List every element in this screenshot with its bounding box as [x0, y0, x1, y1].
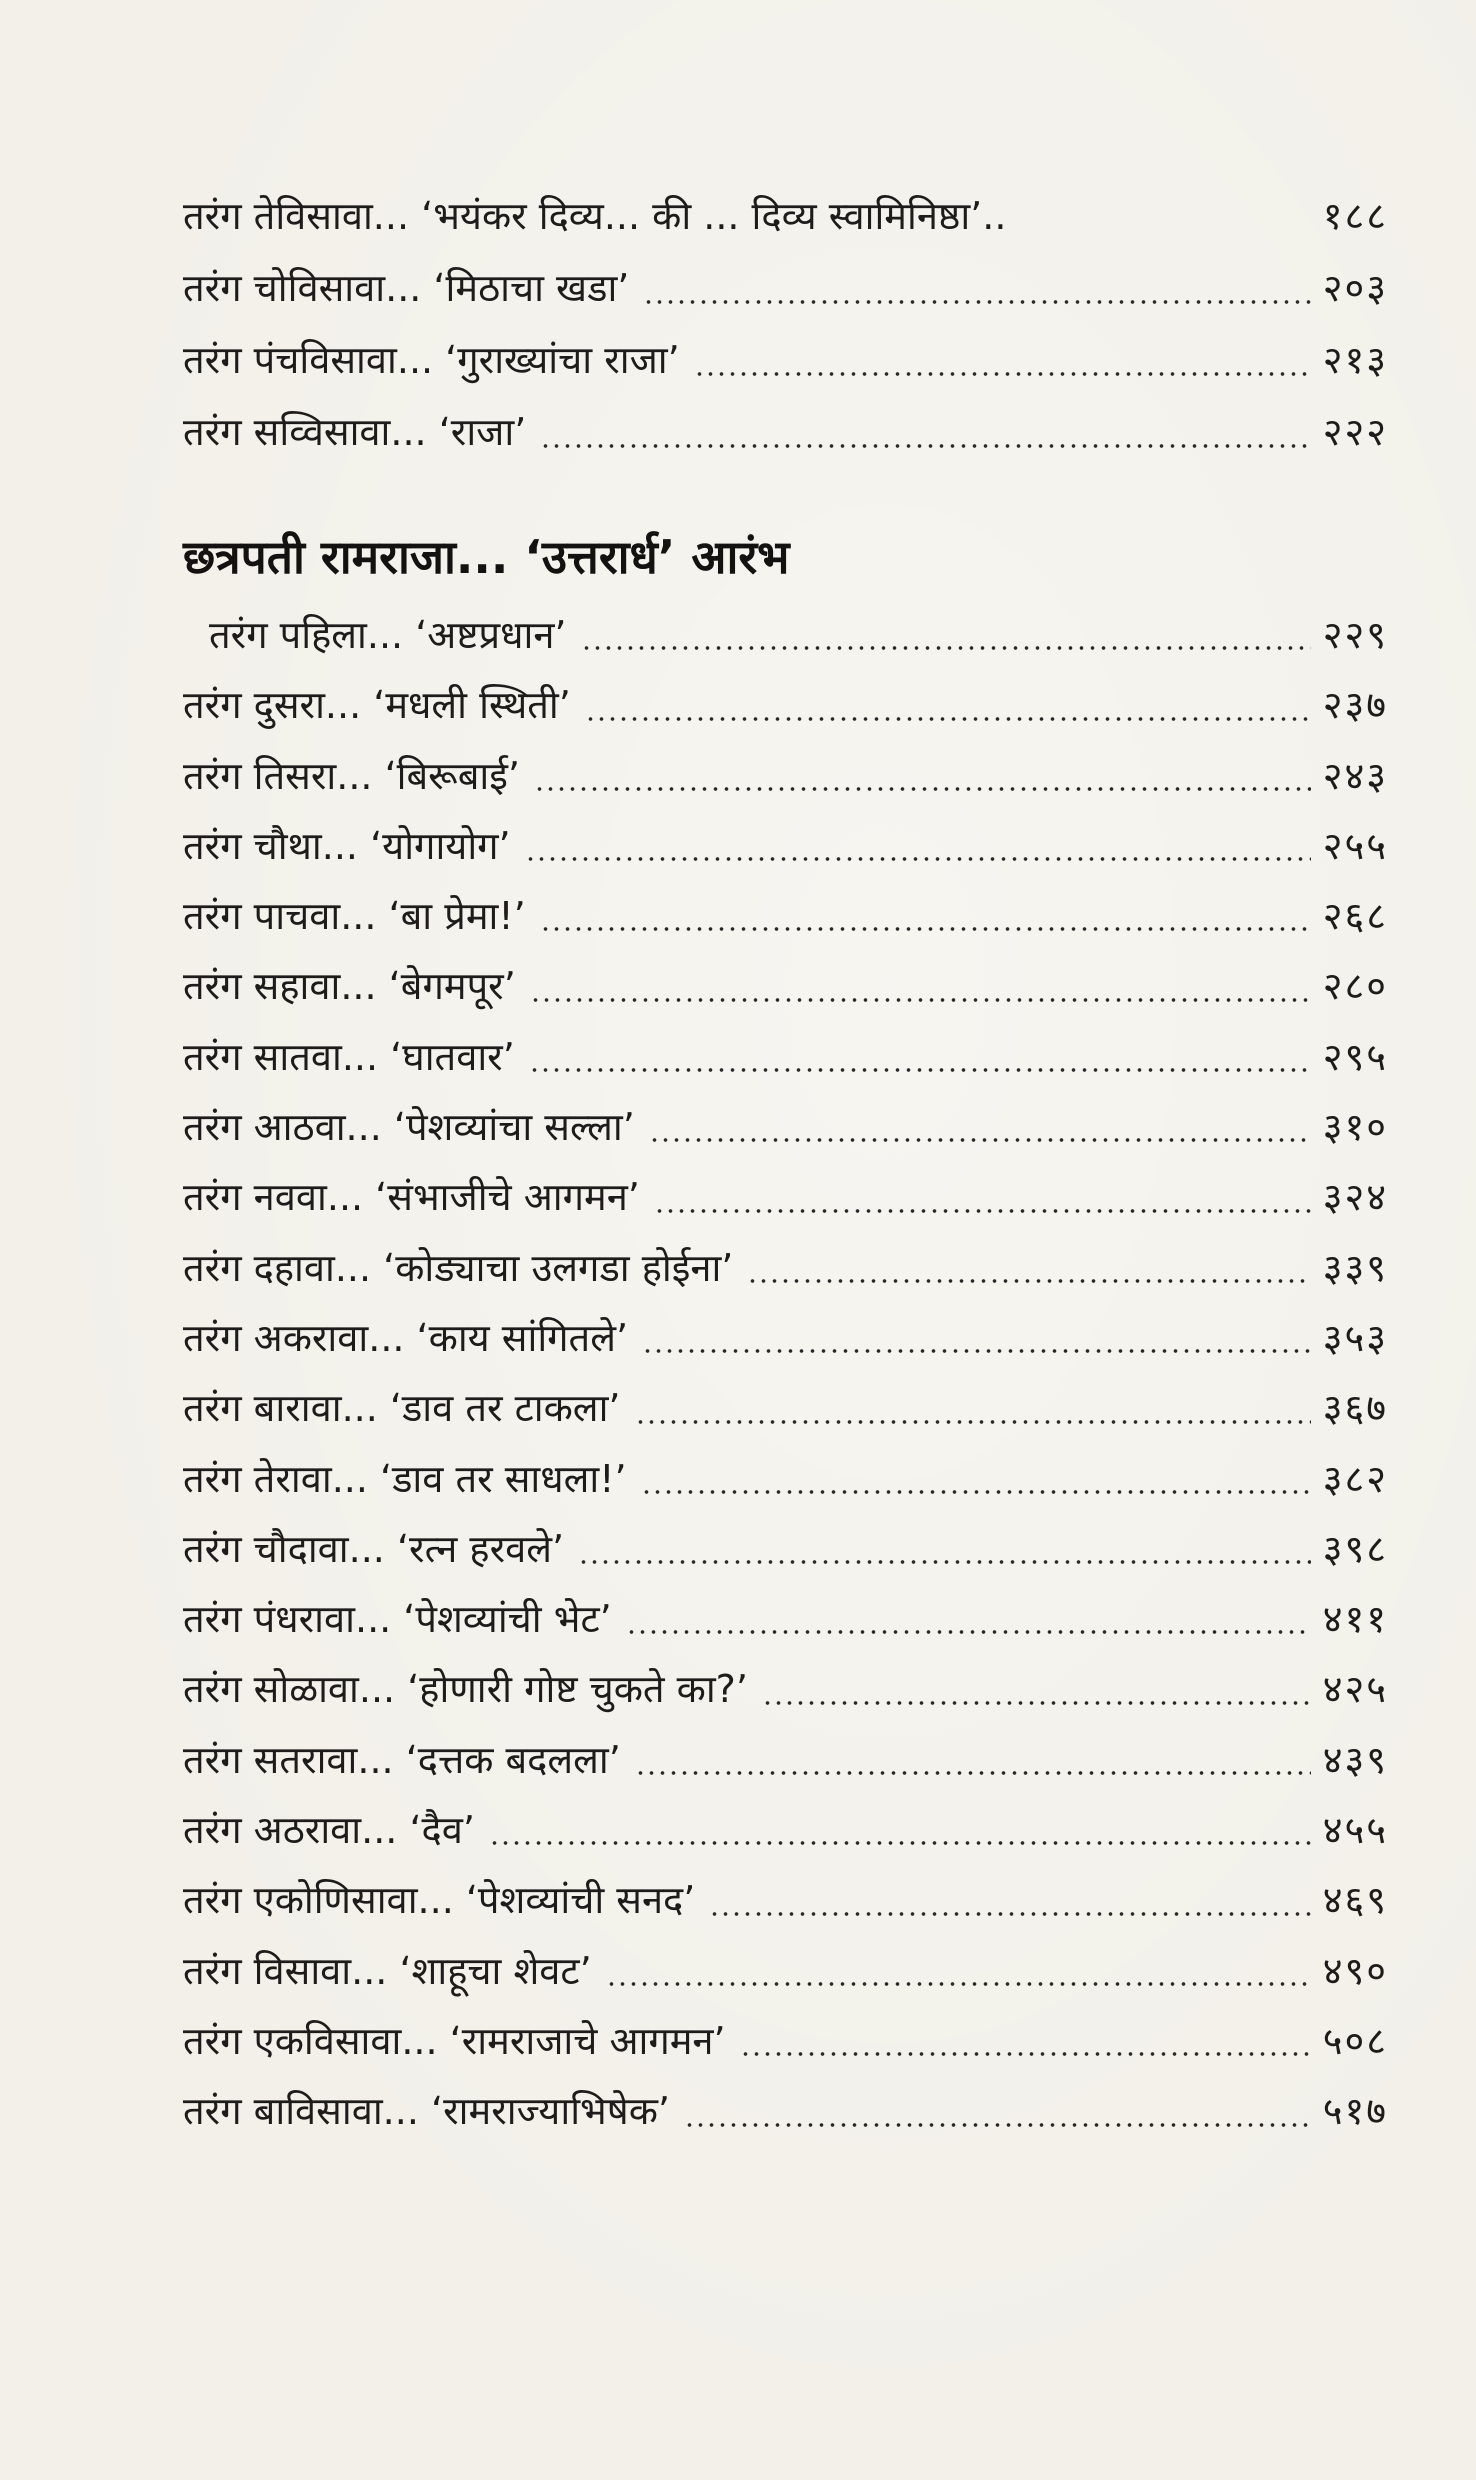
dot-leader — [694, 338, 1311, 378]
toc-entry-label: तरंग पहिला... ‘अष्टप्रधान’ — [209, 613, 567, 657]
dot-leader — [530, 964, 1311, 1004]
toc-entry-label: तरंग दहावा... ‘कोड्याचा उलगडा होईना’ — [183, 1245, 734, 1290]
toc-entry-page: २९५ — [1322, 1034, 1388, 1079]
toc-entry-page: २६८ — [1322, 894, 1388, 939]
dot-leader — [642, 1315, 1311, 1355]
dot-leader — [489, 1807, 1311, 1847]
dot-leader — [654, 1175, 1311, 1215]
toc-entry — [183, 324, 1388, 396]
toc-entry — [183, 1654, 1388, 1724]
toc-entry-page: २०३ — [1322, 266, 1388, 310]
toc-entry-label: तरंग बारावा... ‘डाव तर टाकला’ — [183, 1386, 621, 1431]
toc-entry — [183, 396, 1388, 468]
toc-entry — [183, 1092, 1388, 1162]
toc-entry-label: तरंग अठरावा... ‘दैव’ — [183, 1808, 475, 1853]
toc-entry — [183, 1162, 1388, 1232]
toc-entry-label: तरंग सहावा... ‘बेगमपूर’ — [183, 964, 516, 1009]
toc-entry-page: ३३९ — [1322, 1245, 1388, 1290]
toc-entry — [183, 670, 1388, 740]
dot-leader — [540, 410, 1310, 450]
toc-entry — [183, 1795, 1388, 1865]
toc-entry-label: तरंग पंधरावा... ‘पेशव्यांची भेट’ — [183, 1597, 612, 1642]
toc-entry — [183, 1584, 1388, 1654]
toc-entry-page: १८८ — [1322, 194, 1388, 238]
dot-leader — [762, 1667, 1311, 1707]
toc-entry-label: तरंग तिसरा... ‘बिरूबाई’ — [183, 753, 520, 798]
dot-leader — [585, 683, 1311, 723]
toc-entry — [183, 1233, 1388, 1303]
toc-entry-page: ३५३ — [1322, 1315, 1388, 1360]
toc-entry-label: तरंग पंचविसावा... ‘गुराख्यांचा राजा’ — [183, 338, 680, 382]
toc-entry-page: ३८२ — [1322, 1456, 1388, 1501]
toc-entry — [183, 252, 1388, 324]
toc-entry — [183, 1936, 1388, 2006]
dot-leader — [641, 1456, 1311, 1496]
toc-entry-label: तरंग सतरावा... ‘दत्तक बदलला’ — [183, 1737, 621, 1782]
toc-entry-page: ४६९ — [1322, 1878, 1388, 1923]
toc-entry — [183, 951, 1388, 1021]
toc-entry — [183, 1022, 1388, 1092]
dot-leader — [635, 1737, 1311, 1777]
toc-entry — [183, 741, 1388, 811]
toc-entry-label: तरंग तेविसावा... ‘भयंकर दिव्य... की ... दिव्य स्वामिनिष्ठा’.. — [183, 194, 1007, 238]
dot-leader — [581, 612, 1311, 652]
toc-entry-label: तरंग पाचवा... ‘बा प्रेमा!’ — [183, 894, 526, 939]
toc-entry-page: २३७ — [1322, 683, 1388, 728]
toc-entry-label: तरंग नववा... ‘संभाजीचे आगमन’ — [183, 1175, 640, 1220]
toc-entry — [183, 180, 1388, 252]
toc-entry — [183, 1514, 1388, 1584]
dot-leader — [740, 2018, 1311, 2058]
toc-entry-page: ४२५ — [1322, 1667, 1388, 1712]
toc-entry-label: तरंग सातवा... ‘घातवार’ — [183, 1034, 515, 1079]
dot-leader — [606, 1948, 1311, 1988]
toc-entry-label: तरंग चौदावा... ‘रत्न हरवले’ — [183, 1526, 565, 1571]
section-heading: छत्रपती रामराजा... ‘उत्तरार्ध’ आरंभ — [183, 530, 790, 584]
dot-leader — [534, 753, 1311, 793]
toc-entry-page: २८० — [1322, 964, 1388, 1009]
toc-entry-label: तरंग विसावा... ‘शाहूचा शेवट’ — [183, 1948, 592, 1993]
toc-entry-label: तरंग बाविसावा... ‘रामराज्याभिषेक’ — [183, 2089, 670, 2134]
dot-leader — [649, 1104, 1311, 1144]
toc-entry — [183, 600, 1388, 670]
dot-leader — [747, 1245, 1310, 1285]
toc-entry-page: २५५ — [1322, 823, 1388, 868]
toc-entry-label: तरंग एकोणिसावा... ‘पेशव्यांची सनद’ — [183, 1878, 696, 1923]
toc-entry — [183, 1725, 1388, 1795]
toc-entry — [183, 1444, 1388, 1514]
dot-leader — [525, 823, 1311, 863]
toc-entry-page: २४३ — [1322, 753, 1388, 798]
toc-entry — [183, 1373, 1388, 1443]
toc-entry — [183, 1303, 1388, 1373]
toc-entry-label: तरंग आठवा... ‘पेशव्यांचा सल्ला’ — [183, 1105, 635, 1150]
toc-entry — [183, 2006, 1388, 2076]
dot-leader — [540, 893, 1311, 933]
toc-entry-page: २२९ — [1322, 613, 1388, 657]
dot-leader — [643, 266, 1310, 306]
toc-entry — [183, 2076, 1388, 2146]
toc-entry-page: ३९८ — [1322, 1526, 1388, 1571]
dot-leader — [635, 1386, 1311, 1426]
dot-leader — [709, 1878, 1310, 1918]
toc-entry-label: तरंग चोविसावा... ‘मिठाचा खडा’ — [183, 266, 630, 310]
dot-leader — [529, 1034, 1311, 1074]
toc-entry-label: तरंग दुसरा... ‘मधली स्थिती’ — [183, 683, 571, 728]
toc-entry-page: ५०८ — [1322, 2018, 1388, 2063]
toc-entry — [183, 1865, 1388, 1935]
dot-leader — [684, 2089, 1311, 2129]
toc-list-part-1 — [183, 180, 1388, 468]
toc-entry — [183, 881, 1388, 951]
toc-entry-page: ४११ — [1322, 1597, 1388, 1642]
toc-entry-page: ३६७ — [1322, 1386, 1388, 1431]
toc-entry-page: ३२४ — [1322, 1175, 1388, 1220]
toc-entry — [183, 811, 1388, 881]
toc-entry-label: तरंग चौथा... ‘योगायोग’ — [183, 823, 511, 868]
dot-leader — [578, 1526, 1311, 1566]
toc-entry-label: तरंग एकविसावा... ‘रामराजाचे आगमन’ — [183, 2018, 726, 2063]
toc-entry-page: ४३९ — [1322, 1737, 1388, 1782]
toc-entry-page: ३१० — [1322, 1105, 1388, 1150]
toc-entry-label: तरंग अकरावा... ‘काय सांगितले’ — [183, 1315, 629, 1360]
toc-entry-page: ५१७ — [1322, 2089, 1388, 2134]
toc-list-part-2 — [183, 600, 1388, 2147]
toc-entry-page: ४५५ — [1322, 1808, 1388, 1853]
toc-entry-label: तरंग तेरावा... ‘डाव तर साधला!’ — [183, 1456, 627, 1501]
toc-entry-label: तरंग सोळावा... ‘होणारी गोष्ट चुकते का?’ — [183, 1667, 748, 1712]
toc-entry-page: २१३ — [1322, 338, 1388, 382]
toc-entry-page: ४९० — [1322, 1948, 1388, 1993]
toc-entry-label: तरंग सव्विसावा... ‘राजा’ — [183, 410, 527, 454]
toc-entry-page: २२२ — [1322, 410, 1388, 454]
dot-leader — [626, 1596, 1311, 1636]
